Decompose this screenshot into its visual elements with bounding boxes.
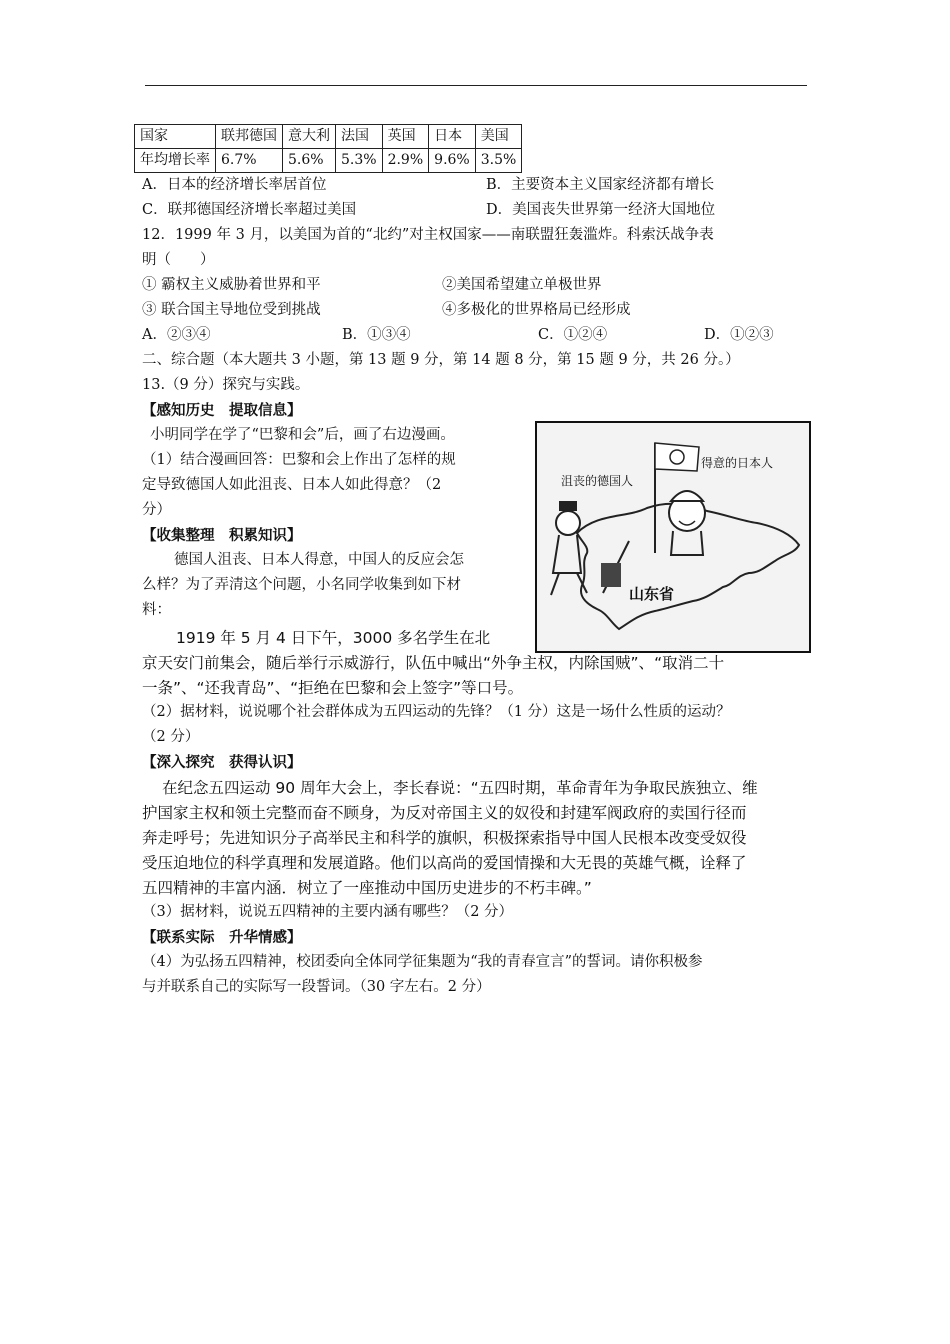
- q12-statement-1: ① 霸权主义威胁着世界和平: [142, 277, 321, 293]
- table-header-row: [135, 125, 522, 149]
- q11-options-row2: [142, 198, 822, 223]
- table-cell: 法国: [336, 125, 383, 149]
- table-cell: 5.6%: [283, 149, 336, 173]
- paragraph-cont: 料：: [142, 602, 171, 618]
- q13-title: 13.（9 分）探究与实践。: [142, 377, 310, 393]
- section-heading-4: 【联系实际 升华情感】: [142, 929, 302, 946]
- table-cell: 联邦德国: [216, 125, 283, 149]
- material-2-cont: 受压迫地位的科学真理和发展道路。他们以高尚的爱国情操和大无畏的英雄气概，诠释了: [142, 854, 747, 872]
- table-cell: 英国: [382, 125, 429, 149]
- q11-option-c: C．联邦德国经济增长率超过美国: [142, 202, 357, 218]
- q11-option-d: D．美国丧失世界第一经济大国地位: [486, 202, 716, 218]
- table-cell: 6.7%: [216, 149, 283, 173]
- paris-conference-cartoon: [535, 421, 811, 653]
- material-2-cont: 五四精神的丰富内涵．树立了一座推动中国历史进步的不朽丰碑。”: [142, 879, 592, 897]
- table-cell: 9.6%: [429, 149, 476, 173]
- q11-option-b: B．主要资本主义国家经济都有增长: [486, 177, 715, 193]
- material-1: 1919 年 5 月 4 日下午，3000 多名学生在北: [176, 629, 491, 647]
- label-province: 山东省: [629, 585, 675, 603]
- table-cell: 意大利: [283, 125, 336, 149]
- q12-statement-4: ④多极化的世界格局已经形成: [442, 302, 631, 318]
- table-cell: 年均增长率: [135, 149, 216, 173]
- german-figure-leg: [577, 573, 587, 593]
- table-cell: 5.3%: [336, 149, 383, 173]
- question-3: （3）据材料，说说五四精神的主要内涵有哪些？（2 分）: [142, 904, 514, 920]
- q12-option-b: B．①③④: [342, 327, 411, 343]
- question-4-cont: 与并联系自己的实际写一段誓词。（30 字左右。2 分）: [142, 979, 491, 995]
- section-heading-2: 【收集整理 积累知识】: [142, 527, 302, 544]
- german-figure-head: [556, 511, 580, 535]
- question-4: （4）为弘扬五四精神，校团委向全体同学征集题为“我的青春宣言”的誓词。请你积极参: [142, 954, 703, 970]
- table-value-row: [135, 149, 522, 173]
- q12-option-d: D．①②③: [704, 327, 774, 343]
- section-heading-3: 【深入探究 获得认识】: [142, 754, 302, 771]
- material-2-cont: 奔走呼号；先进知识分子高举民主和科学的旗帜，积极探索指导中国人民根本改变受奴役: [142, 829, 747, 847]
- q11-options-row1: [142, 173, 822, 198]
- q11-option-a: A．日本的经济增长率居首位: [142, 177, 327, 193]
- material-1-cont: 一条”、“还我青岛”、“拒绝在巴黎和会上签字”等口号。: [142, 679, 524, 697]
- table-cell: 2.9%: [382, 149, 429, 173]
- cartoon-drawing: [537, 423, 809, 651]
- q12-statements-row2: [142, 298, 822, 323]
- table-cell: 3.5%: [475, 149, 522, 173]
- material-1-cont: 京天安门前集会，随后举行示威游行，队伍中喊出“外争主权，内除国贼”、“取消二十: [142, 654, 725, 672]
- german-figure-body: [553, 535, 581, 573]
- q12-stem: 12．1999 年 3 月，以美国为首的“北约”对主权国家——南联盟狂轰滥炸。科索沃战争表: [142, 227, 714, 243]
- question-1-cont: 定导致德国人如此沮丧、日本人如此得意？（2: [142, 477, 442, 493]
- question-2: （2）据材料，说说哪个社会群体成为五四运动的先锋？（1 分）这是一场什么性质的运动？: [142, 704, 731, 720]
- label-german: 沮丧的德国人: [561, 474, 634, 488]
- q12-statement-3: ③ 联合国主导地位受到挑战: [142, 302, 321, 318]
- paragraph: 小明同学在学了“巴黎和会”后，画了右边漫画。: [150, 427, 455, 443]
- q12-statements-row1: [142, 273, 822, 298]
- q12-options: [142, 323, 822, 348]
- part2-title: 二、综合题（本大题共 3 小题，第 13 题 9 分，第 14 题 8 分，第 15 题 9 分，共 26 分。）: [142, 352, 740, 368]
- material-2: 在纪念五四运动 90 周年大会上，李长春说：“五四时期，革命青年为争取民族独立、维: [162, 779, 758, 797]
- german-figure-hat: [559, 501, 577, 511]
- q12-option-c: C．①②④: [538, 327, 608, 343]
- german-figure-leg: [551, 573, 559, 595]
- material-2-cont: 护国家主权和领土完整而奋不顾身，为反对帝国主义的奴役和封建军阀政府的卖国行径而: [142, 804, 747, 822]
- paragraph: 德国人沮丧、日本人得意，中国人的反应会怎: [174, 552, 464, 568]
- question-1-cont: 分）: [142, 502, 171, 518]
- q12-option-a: A．②③④: [142, 327, 211, 343]
- q12-statement-2: ②美国希望建立单极世界: [442, 277, 602, 293]
- german-flag: [601, 563, 621, 587]
- question-1: （1）结合漫画回答：巴黎和会上作出了怎样的规: [142, 452, 456, 468]
- japanese-figure-body: [671, 531, 703, 555]
- japanese-flag: [655, 443, 699, 471]
- header-rule: [145, 85, 807, 86]
- growth-rate-table: [134, 124, 522, 173]
- section-heading-1: 【感知历史 提取信息】: [142, 402, 302, 419]
- table-cell: 日本: [429, 125, 476, 149]
- q12-stem-cont: 明（ ）: [142, 252, 215, 268]
- label-japanese: 得意的日本人: [701, 456, 774, 470]
- table-cell: 国家: [135, 125, 216, 149]
- question-2-cont: （2 分）: [142, 729, 200, 745]
- japanese-figure-cap: [671, 491, 703, 501]
- table-cell: 美国: [475, 125, 522, 149]
- paragraph-cont: 么样？为了弄清这个问题，小名同学收集到如下材: [142, 577, 461, 593]
